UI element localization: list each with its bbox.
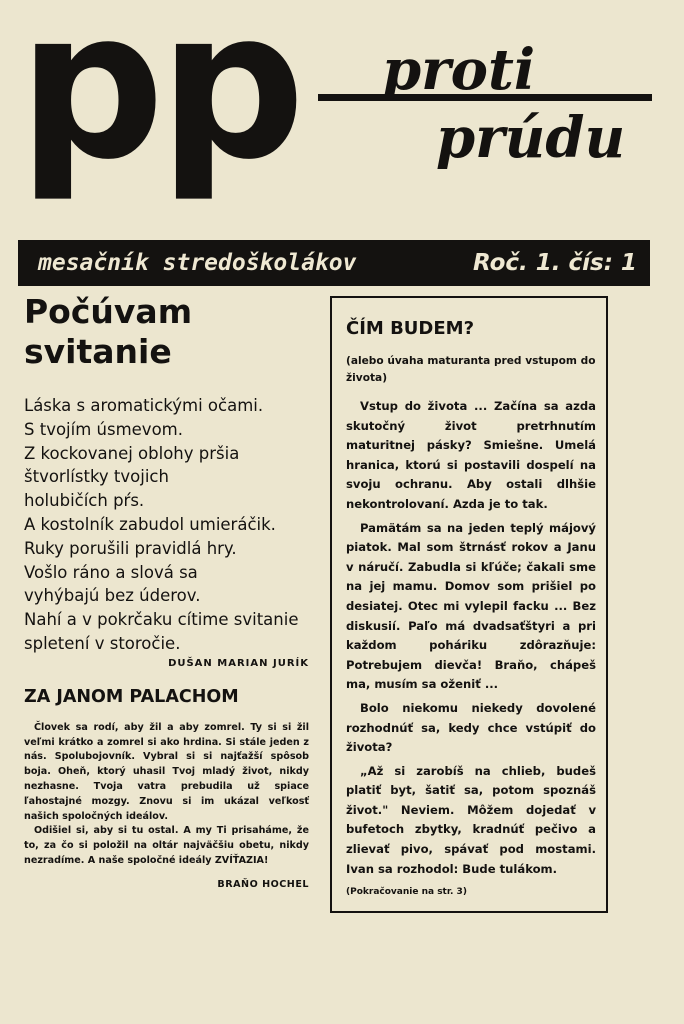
poem-title-line2: svitanie xyxy=(24,332,172,371)
poem-title-line1: Počúvam xyxy=(24,292,193,331)
article-title: ČÍM BUDEM? xyxy=(346,318,475,339)
poem-line: štvorlístky tvojich xyxy=(24,467,169,487)
article-paragraph: Vstup do života ... Začína sa azda skutočný život pretrhnutím maturitnej pásky? Smiešne. Umelá hranica, ktorú si postavili dospelí na svoju ochranu. Aby ostali dlhšie nekontrolovaní. Azda je to tak. xyxy=(346,399,596,511)
masthead-proti: proti xyxy=(382,37,536,103)
poem-line: S tvojím úsmevom. xyxy=(24,419,183,439)
poem-body xyxy=(24,394,309,656)
poem-author: DUŠAN MARIAN JURÍK xyxy=(168,657,309,669)
palach-paragraph: Človek sa rodí, aby žil a aby zomrel. Ty si si žil veľmi krátko a zomrel si ako hrdina. Si stále jeden z nás. Spolubojovník. Vybral si si najťažší spôsob boja. Oheň, ktorý uhasil Tvoj mladý život, nikdy nezhasne. Tvoja vatra prebudila už spiace ľahostajné mozgy. Znovu si im ukázal veľkosť našich spoločných ideálov. xyxy=(24,721,309,822)
masthead-prudu: prúdu xyxy=(436,105,626,171)
poem-line: A kostolník zabudol umieráčik. xyxy=(24,514,276,534)
article-subtitle: (alebo úvaha maturanta pred vstupom do života) xyxy=(346,355,596,384)
poem-line: Z kockovanej oblohy pršia xyxy=(24,443,240,463)
poem-line: Vošlo ráno a slová sa xyxy=(24,562,198,582)
banner-subtitle: mesačník stredoškolákov xyxy=(38,250,357,276)
masthead-logo: pp xyxy=(18,0,300,205)
article-box xyxy=(330,296,608,913)
poem-line: Láska s aromatickými očami. xyxy=(24,396,264,415)
banner-issue: Roč. 1. čís: 1 xyxy=(473,250,637,276)
poem-line: holubičích pŕs. xyxy=(24,491,145,511)
continued-note: (Pokračovanie na str. 3) xyxy=(346,887,467,898)
subtitle-banner xyxy=(18,240,650,286)
palach-title: ZA JANOM PALACHOM xyxy=(24,686,239,707)
palach-paragraph: Odišiel si, aby si tu ostal. A my Ti prisaháme, že to, za čo si položil na oltár najväčšiu obetu, nikdy nezradíme. A naše spoločné ideály ZVÍŤAZIA! xyxy=(24,825,309,866)
left-column xyxy=(24,292,309,890)
poem-line: vyhýbajú bez úderov. xyxy=(24,586,201,606)
article-paragraph: „Až si zarobíš na chlieb, budeš platiť byt, šatiť sa, potom spoznáš život." Neviem. Môžem dojedať v bufetoch zbytky, kradnúť pečivo a zlievať pivo, spávať pod mostami. Ivan sa rozhodol: Bude tulákom. xyxy=(346,763,596,876)
palach-text xyxy=(24,721,309,869)
palach-author: BRAŇO HOCHEL xyxy=(217,878,309,890)
poem-line: spletení v storočie. xyxy=(24,633,181,653)
article-paragraph: Pamätám sa na jeden teplý májový piatok. Mal som štrnásť rokov a Janu v náručí. Zabudla si kľúče; čakali sme na jej mamu. Domov som prišiel po desiatej. Otec mi vylepil facku ... Bez diskusií. Paľo má dvadsaťštyri a pri každom poháriku zdôrazňuje: Potrebujem dievča! Braňo, chápeš ma, musím sa oženiť ... xyxy=(346,520,596,692)
poem-title xyxy=(24,292,309,372)
poem-line: Ruky porušili pravidlá hry. xyxy=(24,538,237,558)
article-body xyxy=(346,397,596,879)
article-paragraph: Bolo niekomu niekedy dovolené rozhodnúť sa, kedy chce vstúpiť do života? xyxy=(346,700,596,755)
poem-line: Nahí a v pokrčaku cítime svitanie xyxy=(24,610,299,630)
